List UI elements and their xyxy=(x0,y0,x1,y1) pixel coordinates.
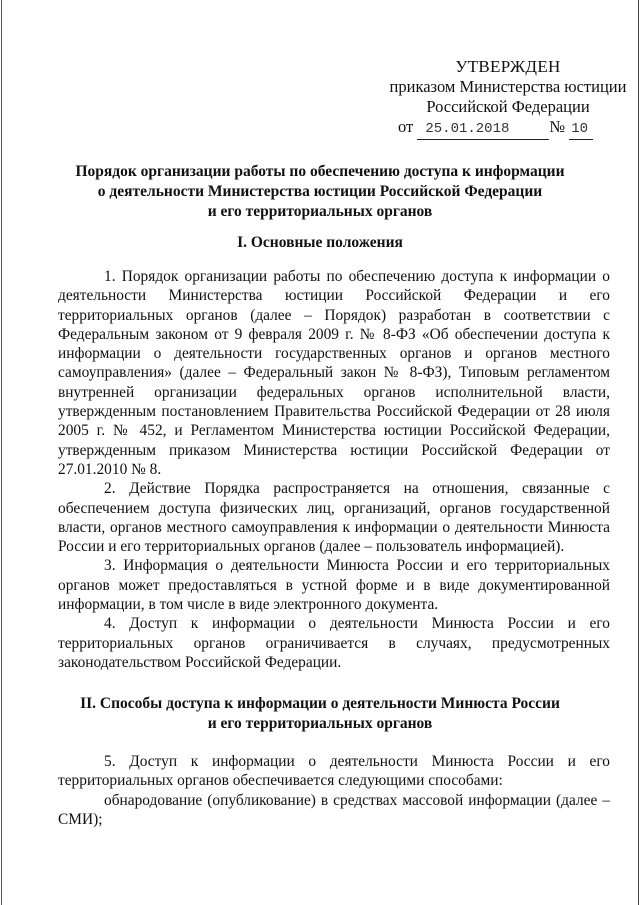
page-left-edge xyxy=(1,0,2,905)
section-1-body xyxy=(58,267,610,672)
approval-stamp xyxy=(388,57,628,140)
number-label: № xyxy=(549,117,566,136)
section-2-body xyxy=(58,752,610,829)
paragraph-4: 4. Доступ к информации о деятельности Минюста России и его территориальных органов ограничивается в случаях, предусмотренных законодательством Российской Федерации. xyxy=(58,615,610,671)
document-title-line-1: Порядок организации работы по обеспечению доступа к информации xyxy=(75,163,565,180)
approval-number: 10 xyxy=(569,119,593,140)
section-2-heading-line-2: и его территориальных органов xyxy=(207,715,433,732)
paragraph-1: 1. Порядок организации работы по обеспечению доступа к информации о деятельности Министерства юстиции Российской Федерации и его территориальных органов (далее – Порядок) разработан в соответствии с Федеральным законом от 9 февраля 2009 г. № 8-ФЗ «Об обеспечении доступа к информации о деятельности государственных органов и органов местного самоуправления» (далее – Федеральный закон № 8-ФЗ), Типовым регламентом внутренней организации федеральных органов исполнительной власти, утвержденным постановлением Правительства Российской Федерации от 28 июля 2005 г. № 452, и Регламентом Министерства юстиции Российской Федерации, утвержденным приказом Министерства юстиции Российской Федерации от 27.01.2010 № 8. xyxy=(58,268,610,478)
approval-line-1: приказом Министерства юстиции xyxy=(389,77,627,96)
approval-title: УТВЕРЖДЕН xyxy=(455,57,561,76)
section-2-heading-line-1: II. Способы доступа к информации о деятельности Минюста России xyxy=(80,695,560,712)
paragraph-3: 3. Информация о деятельности Минюста России и его территориальных органов может предоставляться в устной форме и в виде документированной информации, в том числе в виде электронного документа. xyxy=(58,557,610,614)
date-prefix: от xyxy=(398,117,414,136)
paragraph-2: 2. Действие Порядка распространяется на отношения, связанные с обеспечением доступа физических лиц, организаций, органов государственной власти, органов местного самоуправления к информации о деятельности Минюста России и его территориальных органов (далее – пользователь информацией). xyxy=(58,480,610,556)
document-title-line-2: о деятельности Министерства юстиции Российской Федерации xyxy=(97,183,543,200)
paragraph-5: 5. Доступ к информации о деятельности Минюста России и его территориальных органов обеспечивается следующими способами: xyxy=(58,753,610,790)
approval-line-2: Российской Федерации xyxy=(426,97,590,116)
approval-date-line xyxy=(388,117,628,140)
document-title-line-3: и его территориальных органов xyxy=(207,203,433,220)
section-1-heading-line: I. Основные положения xyxy=(237,234,403,251)
section-2-heading xyxy=(60,694,580,734)
section-1-heading xyxy=(60,233,580,253)
page-right-edge xyxy=(638,0,639,905)
document-title xyxy=(60,162,580,222)
approval-date: 25.01.2018 xyxy=(417,119,549,140)
paragraph-5-item-1: обнародование (опубликование) в средствах массовой информации (далее – СМИ); xyxy=(58,791,610,828)
